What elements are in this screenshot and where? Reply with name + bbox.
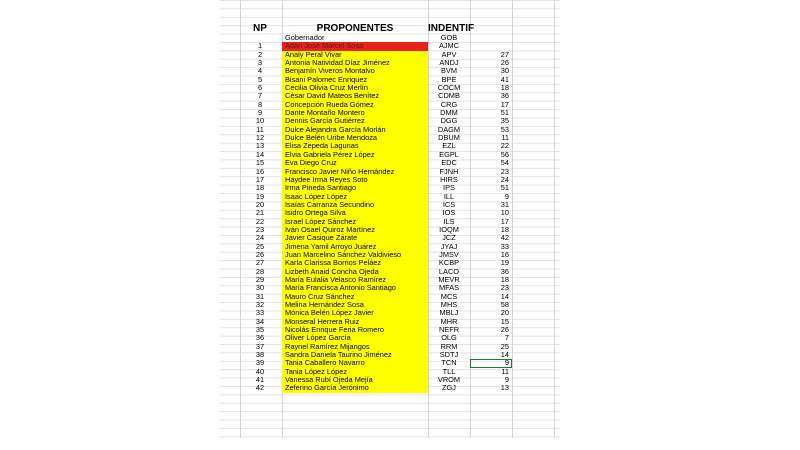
cell-np[interactable]: 27	[255, 258, 265, 268]
cell-np[interactable]: 21	[255, 208, 265, 218]
cell-identif[interactable]: BVM	[440, 66, 457, 76]
table-row	[220, 142, 560, 150]
cell-value[interactable]: 31	[500, 199, 509, 209]
cell-value[interactable]: 22	[500, 141, 509, 151]
cell-identif[interactable]: SDTJ	[439, 350, 459, 360]
table-row	[220, 268, 560, 276]
cell-value[interactable]: 24	[500, 174, 509, 184]
table-row	[220, 34, 560, 42]
cell-value[interactable]: 18	[500, 224, 509, 234]
cell-np[interactable]: 6	[257, 83, 263, 93]
cell-np[interactable]: 28	[255, 266, 265, 276]
cell-np[interactable]: 34	[255, 316, 265, 326]
cell-identif[interactable]: EGPL	[439, 149, 459, 159]
cell-identif[interactable]: ILS	[443, 216, 455, 226]
cell-np[interactable]: 22	[255, 216, 265, 226]
table-row	[220, 234, 560, 242]
table-row	[220, 67, 560, 75]
cell-identif[interactable]: COCM	[437, 83, 461, 93]
cell-np[interactable]: 20	[255, 199, 265, 209]
table-row	[220, 184, 560, 192]
cell-identif[interactable]: IOQM	[439, 224, 459, 234]
cell-value[interactable]: 35	[500, 116, 509, 126]
header-row	[220, 24, 560, 34]
table-row	[220, 117, 560, 125]
cell-proponente[interactable]: Mónica Belén López Javier	[282, 309, 428, 317]
cell-proponente[interactable]: Nicolás Enrique Feria Romero	[282, 326, 428, 334]
table-row	[220, 259, 560, 267]
table-row	[220, 343, 560, 351]
cell-proponente[interactable]: Javier Casique Zárate	[282, 234, 428, 242]
cell-proponente[interactable]: Elvia Gabriela Pérez López	[282, 151, 428, 159]
cell-identif[interactable]: DBUM	[438, 133, 460, 143]
cell-value[interactable]: 58	[500, 300, 509, 309]
cell-np[interactable]: 32	[255, 300, 265, 309]
cell-np[interactable]: 17	[255, 174, 265, 184]
table-row	[220, 218, 560, 226]
cell-value[interactable]: 41	[500, 74, 509, 84]
cell-identif[interactable]: NEFR	[438, 325, 460, 335]
cell-value[interactable]: 23	[500, 283, 509, 293]
cell-proponente[interactable]: Haydee Irma Reyes Soto	[282, 176, 428, 184]
cell-value[interactable]: 51	[500, 183, 509, 193]
cell-value[interactable]: 30	[500, 66, 509, 76]
cell-identif[interactable]: DGG	[440, 116, 458, 126]
cell-identif[interactable]: ILL	[443, 191, 455, 201]
cell-np[interactable]: 30	[255, 283, 265, 293]
cell-proponente[interactable]: Israel López Sánchez	[282, 218, 428, 226]
cell-np[interactable]: 36	[255, 333, 265, 343]
cell-np[interactable]: 11	[256, 124, 264, 134]
cell-value[interactable]: 17	[500, 216, 509, 226]
table-row	[220, 243, 560, 251]
table-row	[220, 351, 560, 359]
cell-value[interactable]: 53	[500, 124, 509, 134]
cell-identif[interactable]: MFAS	[438, 283, 460, 293]
cell-value[interactable]: 17	[500, 99, 509, 109]
cell-value[interactable]: 26	[500, 58, 509, 68]
cell-proponente[interactable]: Jimena Yamil Arroyo Juárez	[282, 243, 428, 251]
table-row	[220, 168, 560, 176]
cell-proponente[interactable]: Benjamín Viveros Montalvo	[282, 67, 428, 75]
table-row	[220, 42, 560, 50]
table-row	[220, 176, 560, 184]
table-row	[220, 251, 560, 259]
cell-proponente[interactable]: Gobernador	[285, 34, 325, 42]
cell-np[interactable]: 35	[255, 325, 265, 335]
table-row	[220, 134, 560, 142]
cell-identif[interactable]: CRG	[440, 99, 458, 109]
cell-np[interactable]: 42	[255, 383, 265, 393]
cell-proponente[interactable]: Raynel Ramírez Mijangos	[282, 343, 428, 351]
cell-proponente[interactable]: Juan Marcelino Sánchez Valdivieso	[282, 251, 428, 259]
table-row	[220, 201, 560, 209]
cell-identif[interactable]: APV	[441, 49, 457, 59]
table-row	[220, 276, 560, 284]
cell-value[interactable]: 51	[500, 108, 509, 118]
cell-proponente[interactable]: Dennis García Gutiérrez	[282, 117, 428, 125]
cell-np[interactable]: 14	[255, 149, 265, 159]
table-row	[220, 209, 560, 217]
cell-value[interactable]: 9	[504, 375, 509, 385]
cell-value[interactable]: 11	[501, 366, 509, 376]
cell-identif[interactable]: ZGJ	[442, 383, 456, 393]
table-row	[220, 384, 560, 392]
cell-proponente[interactable]: Cecilia Olivia Cruz Merlín	[282, 84, 428, 92]
cell-value[interactable]: 7	[504, 333, 509, 343]
cell-proponente[interactable]: Isidro Ortega Silva	[282, 209, 428, 217]
table-row	[220, 301, 560, 309]
data-rows	[220, 34, 560, 393]
table-row	[220, 193, 560, 201]
cell-identif[interactable]: DAGM	[437, 124, 461, 134]
cell-value[interactable]: 23	[500, 166, 509, 176]
table-row	[220, 359, 560, 367]
cell-np[interactable]: 25	[255, 241, 265, 251]
table-row	[220, 326, 560, 334]
table-row	[220, 76, 560, 84]
table-row	[220, 151, 560, 159]
cell-value[interactable]: 11	[501, 133, 509, 143]
cell-value[interactable]: 36	[500, 91, 509, 101]
cell-np[interactable]: 38	[255, 350, 265, 360]
spreadsheet-grid[interactable]	[220, 0, 560, 438]
cell-proponente[interactable]: Eva Diego Cruz	[282, 159, 428, 167]
cell-identif[interactable]: BPE	[441, 74, 457, 84]
cell-identif[interactable]: EZL	[442, 141, 456, 151]
cell-identif[interactable]: RRM	[440, 341, 458, 351]
cell-proponente[interactable]: Tania López López	[282, 368, 428, 376]
table-row	[220, 51, 560, 59]
header-identif[interactable]: INDENTIF	[428, 23, 475, 34]
cell-identif[interactable]: MBLJ	[439, 308, 459, 318]
cell-value[interactable]: 18	[500, 83, 509, 93]
cell-proponente[interactable]: Analy Peral Vivar	[282, 51, 428, 59]
table-row	[220, 226, 560, 234]
cell-np[interactable]: 15	[255, 158, 265, 168]
cell-proponente[interactable]: Irma Pineda Santiago	[282, 184, 428, 192]
cell-np[interactable]: 2	[257, 49, 263, 59]
cell-np[interactable]: 1	[257, 41, 263, 51]
cell-identif[interactable]: TLL	[442, 366, 456, 376]
cell-value[interactable]: 56	[500, 149, 509, 159]
cell-proponente[interactable]: Iván Osael Quiroz Martínez	[282, 226, 428, 234]
cell-np[interactable]: 13	[255, 141, 265, 151]
cell-identif[interactable]: MEVR	[438, 274, 460, 284]
cell-np[interactable]: 10	[255, 116, 265, 126]
cell-value[interactable]: 36	[500, 266, 509, 276]
header-proponentes[interactable]: PROPONENTES	[316, 23, 394, 34]
cell-identif[interactable]: OLG	[441, 333, 457, 343]
cell-np[interactable]: 16	[255, 166, 265, 176]
cell-identif[interactable]: FJNH	[439, 166, 459, 176]
cell-proponente[interactable]: Karla Clarissa Borrios Peláez	[282, 259, 428, 267]
cell-proponente[interactable]: Dulce Alejandra García Morlán	[282, 126, 428, 134]
cell-identif[interactable]: MCS	[440, 291, 458, 301]
table-row	[220, 334, 560, 342]
table-row	[220, 159, 560, 167]
table-row	[220, 101, 560, 109]
cell-np[interactable]: 18	[255, 183, 265, 193]
cell-proponente[interactable]: Antonia Natividad Díaz Jiménez	[282, 59, 428, 67]
cell-proponente[interactable]: Monseral Herrera Ruiz	[282, 318, 428, 326]
selected-cell[interactable]: 9	[470, 359, 512, 367]
cell-identif[interactable]: MHR	[440, 316, 458, 326]
table-row	[220, 368, 560, 376]
cell-value[interactable]: 20	[500, 308, 509, 318]
cell-np[interactable]: 4	[257, 66, 263, 76]
cell-value[interactable]: 54	[500, 158, 509, 168]
cell-proponente[interactable]: Dante Montaño Montero	[282, 109, 428, 117]
cell-proponente[interactable]: Sandra Daniela Taurino Jiménez	[282, 351, 428, 359]
cell-identif[interactable]: ANDJ	[439, 58, 459, 68]
cell-np[interactable]: 3	[257, 58, 263, 68]
cell-proponente[interactable]: Concepción Rueda Gómez	[282, 101, 428, 109]
cell-proponente[interactable]: María Francisca Antonio Santiago	[282, 284, 428, 292]
cell-proponente[interactable]: María Eulalia Velasco Ramírez	[282, 276, 428, 284]
cell-value[interactable]: 33	[500, 241, 509, 251]
cell-identif[interactable]: MHS	[440, 300, 458, 309]
table-row	[220, 318, 560, 326]
cell-proponente[interactable]: Lizbeth Anaid Concha Ojeda	[282, 268, 428, 276]
cell-np[interactable]: 9	[257, 108, 263, 118]
cell-proponente[interactable]: Tania Caballero Navarro	[282, 359, 428, 367]
cell-identif[interactable]: KCBP	[438, 258, 460, 268]
cell-identif[interactable]: GOB	[440, 33, 458, 42]
cell-value[interactable]: 10	[500, 208, 509, 218]
cell-proponente[interactable]: Isaías Carranza Secundino	[282, 201, 428, 209]
cell-np[interactable]: 41	[255, 375, 265, 385]
cell-identif[interactable]: ICS	[442, 199, 456, 209]
cell-proponente[interactable]: Isaac López López	[282, 193, 428, 201]
cell-np[interactable]: 40	[255, 366, 265, 376]
table-row	[220, 284, 560, 292]
cell-identif[interactable]: VROM	[437, 375, 461, 385]
cell-value[interactable]: 15	[500, 316, 509, 326]
cell-value[interactable]: 14	[500, 350, 509, 360]
cell-proponente[interactable]: Zeferino García Jerónimo	[282, 384, 428, 392]
cell-np[interactable]: 26	[255, 249, 265, 259]
cell-value[interactable]: 19	[500, 258, 509, 268]
table-row	[220, 84, 560, 92]
cell-np[interactable]: 29	[255, 274, 265, 284]
cell-value[interactable]: 14	[500, 291, 509, 301]
cell-np[interactable]: 5	[257, 74, 263, 84]
table-row	[220, 309, 560, 317]
cell-np[interactable]: 33	[255, 308, 265, 318]
header-np[interactable]: NP	[253, 23, 267, 34]
cell-value[interactable]: 18	[500, 274, 509, 284]
cell-identif[interactable]: JCZ	[442, 233, 456, 243]
cell-value[interactable]: 27	[500, 49, 509, 59]
cell-identif[interactable]: JYAJ	[440, 241, 458, 251]
table-row	[220, 59, 560, 67]
cell-identif[interactable]: EDC	[441, 158, 457, 168]
cell-proponente[interactable]: Mauro Cruz Sánchez	[282, 293, 428, 301]
cell-proponente[interactable]: Oliver López García	[282, 334, 428, 342]
cell-value[interactable]: 13	[500, 383, 509, 393]
cell-proponente[interactable]: Dulce Belén Uribe Mendoza	[282, 134, 428, 142]
cell-np[interactable]: 39	[255, 358, 265, 368]
cell-proponente[interactable]: Bisani Palomec Enriquez	[282, 76, 428, 84]
cell-value[interactable]: 25	[500, 341, 509, 351]
cell-np[interactable]: 24	[255, 233, 265, 243]
table-row	[220, 109, 560, 117]
cell-np[interactable]: 19	[255, 191, 265, 201]
cell-identif[interactable]: DMM	[440, 108, 458, 118]
cell-value[interactable]: 9	[504, 191, 509, 201]
cell-identif[interactable]: JMSV	[439, 249, 459, 259]
cell-np[interactable]: 8	[257, 99, 263, 109]
cell-identif[interactable]: CDMB	[438, 91, 460, 101]
cell-proponente[interactable]: Melina Hernández Sosa	[282, 301, 428, 309]
cell-np[interactable]: 12	[255, 133, 265, 143]
cell-proponente[interactable]: Elisa Zepeda Lagunas	[282, 142, 428, 150]
cell-proponente[interactable]: Adán José Marcel Sosa	[282, 42, 428, 50]
cell-value[interactable]: 16	[500, 249, 509, 259]
cell-proponente[interactable]: Vanessa Rubí Ojeda Mejía	[282, 376, 428, 384]
cell-np[interactable]: 37	[255, 341, 265, 351]
table-row	[220, 126, 560, 134]
cell-np[interactable]: 31	[255, 291, 265, 301]
cell-value[interactable]: 26	[500, 325, 509, 335]
cell-identif[interactable]: AJMC	[438, 41, 460, 51]
cell-identif[interactable]: IPS	[443, 183, 455, 193]
cell-np[interactable]: 7	[257, 91, 263, 101]
cell-identif[interactable]: TCN	[441, 358, 457, 368]
table-row	[220, 92, 560, 100]
cell-np[interactable]: 23	[255, 224, 265, 234]
cell-proponente[interactable]: Francisco Javier Niño Hernández	[282, 168, 428, 176]
cell-identif[interactable]: LACO	[438, 266, 460, 276]
cell-identif[interactable]: HIRS	[440, 174, 458, 184]
table-row	[220, 376, 560, 384]
cell-value[interactable]: 42	[500, 233, 509, 243]
cell-proponente[interactable]: César David Mateos Benítez	[282, 92, 428, 100]
table-row	[220, 293, 560, 301]
cell-identif[interactable]: IOS	[442, 208, 456, 218]
